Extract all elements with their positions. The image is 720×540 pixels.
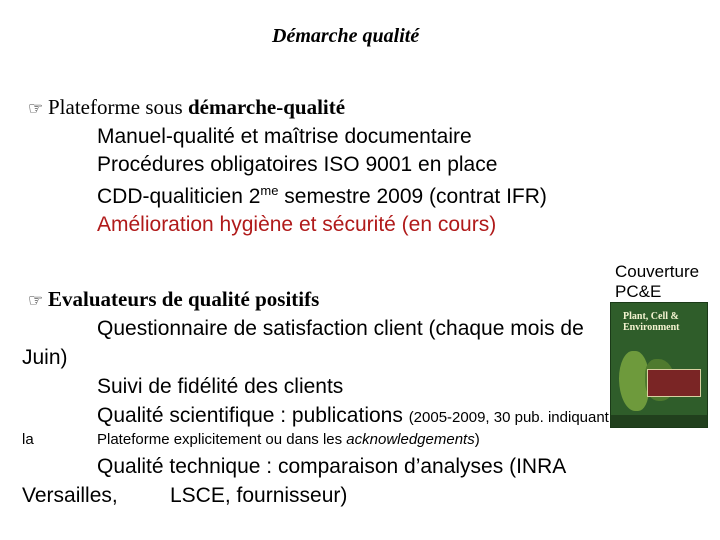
cover-caption-line: PC&E (615, 282, 662, 301)
list-item-text: semestre 2009 (contrat IFR) (278, 185, 547, 208)
cover-stripe (611, 415, 707, 427)
list-item: Procédures obligatoires ISO 9001 en place (97, 153, 498, 176)
superscript: me (260, 183, 279, 198)
pointing-hand-icon: ☞ (28, 99, 44, 118)
section-heading-evaluators (28, 287, 319, 312)
note-text: Plateforme explicitement ou dans les (97, 431, 347, 448)
cover-caption (615, 262, 699, 302)
list-item-highlight: Amélioration hygiène et sécurité (en cours) (97, 213, 497, 236)
list-item-text: Qualité scientifique : publications (97, 404, 403, 427)
cover-photo (647, 369, 701, 397)
cover-caption-line: Couverture (615, 262, 700, 281)
section-lead: Plateforme sous (48, 95, 188, 119)
list-item: Questionnaire de satisfaction client (chaque mois de (97, 317, 584, 340)
pointing-hand-icon: ☞ (28, 291, 44, 310)
list-item: Suivi de fidélité des clients (97, 375, 344, 398)
section-bold: démarche-qualité (187, 95, 346, 119)
list-item-continuation: Versailles, (22, 484, 118, 507)
section-heading-platform (28, 95, 345, 120)
list-item-continuation: Juin) (22, 346, 68, 369)
list-item: Manuel-qualité et maîtrise documentaire (97, 125, 472, 148)
list-item (97, 183, 547, 209)
note-italic: acknowledgements (346, 431, 475, 448)
journal-cover-image (610, 302, 708, 428)
note-text: ) (474, 431, 480, 448)
list-item-continuation: la (22, 431, 34, 448)
list-item: Qualité technique : comparaison d’analyses (INRA (97, 455, 567, 478)
list-item-note: (2005-2009, 30 pub. indiquant (408, 409, 609, 426)
journal-title: Plant, Cell & Environment (623, 311, 680, 333)
list-item-note (97, 431, 480, 448)
page-title: Démarche qualité (272, 25, 420, 47)
section-heading-text: Evaluateurs de qualité positifs (48, 287, 320, 311)
list-item-continuation: LSCE, fournisseur) (170, 484, 348, 507)
list-item-text: CDD-qualiticien 2 (97, 185, 261, 208)
list-item (97, 404, 609, 428)
